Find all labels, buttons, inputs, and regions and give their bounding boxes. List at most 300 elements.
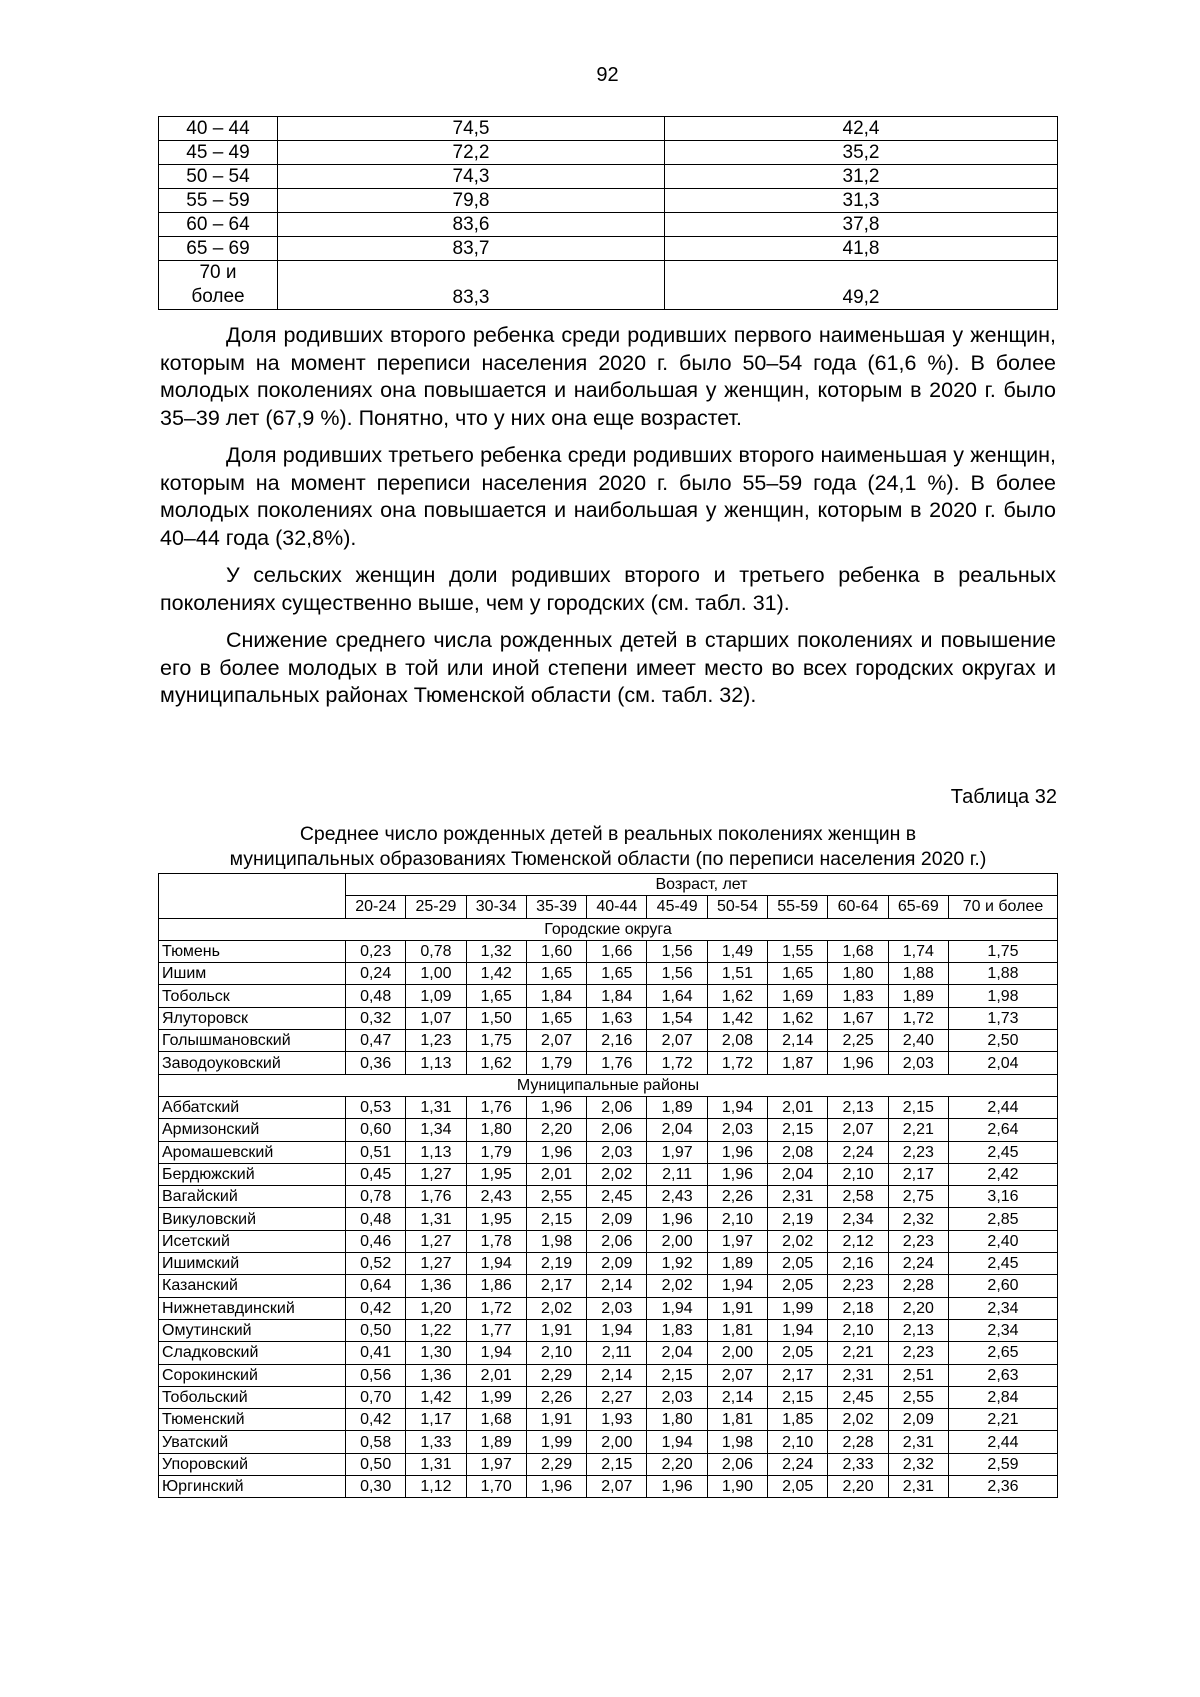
column-header: 20-24	[346, 896, 406, 918]
table-row	[159, 1342, 1058, 1364]
row-name: Омутинский	[159, 1319, 346, 1341]
table-cell: 60 – 64	[159, 213, 278, 237]
table-cell: 2,20	[647, 1453, 707, 1475]
table-cell: 0,51	[346, 1141, 406, 1163]
table-cell: 2,07	[828, 1119, 888, 1141]
table-cell: 31,2	[665, 165, 1058, 189]
table-cell: 1,88	[949, 963, 1058, 985]
table-row	[159, 1453, 1058, 1475]
table-cell: 2,14	[768, 1030, 828, 1052]
table-cell: 2,09	[587, 1253, 647, 1275]
table-row	[159, 189, 1058, 213]
table-cell: 2,27	[587, 1386, 647, 1408]
table-cell: 0,56	[346, 1364, 406, 1386]
table-cell: 2,60	[949, 1275, 1058, 1297]
table-cell: 1,65	[466, 985, 526, 1007]
table-cell: 2,14	[707, 1386, 767, 1408]
table-cell: 2,07	[526, 1030, 586, 1052]
table-cell: 1,87	[768, 1052, 828, 1074]
table-cell: 2,26	[526, 1386, 586, 1408]
table-row	[159, 940, 1058, 962]
table-cell: 2,07	[587, 1476, 647, 1498]
table-row	[159, 1297, 1058, 1319]
table-cell: 1,65	[526, 1007, 586, 1029]
table-cell: 2,51	[888, 1364, 948, 1386]
table-cell: 1,83	[647, 1319, 707, 1341]
table-row	[159, 1141, 1058, 1163]
table-cell: 1,84	[526, 985, 586, 1007]
table-cell: 3,16	[949, 1186, 1058, 1208]
row-name: Вагайский	[159, 1186, 346, 1208]
table-cell: 1,67	[828, 1007, 888, 1029]
table-cell: 0,42	[346, 1297, 406, 1319]
table-cell: 2,24	[768, 1453, 828, 1475]
table-cell: 2,19	[768, 1208, 828, 1230]
table-cell: 1,62	[768, 1007, 828, 1029]
table-cell: 1,27	[406, 1230, 466, 1252]
table-cell: 2,17	[768, 1364, 828, 1386]
table-cell: 1,27	[406, 1163, 466, 1185]
table-cell: 1,70	[466, 1476, 526, 1498]
table-row	[159, 1030, 1058, 1052]
table-cell: 2,31	[888, 1476, 948, 1498]
table-cell: 1,93	[587, 1409, 647, 1431]
table-cell: 1,09	[406, 985, 466, 1007]
table-cell: 2,55	[526, 1186, 586, 1208]
table-row	[159, 237, 1058, 261]
cell-line: 70 и	[199, 262, 237, 283]
table-row	[159, 141, 1058, 165]
table-cell: 49,2	[665, 261, 1058, 310]
table-cell: 1,84	[587, 985, 647, 1007]
table-cell: 2,05	[768, 1275, 828, 1297]
table-cell: 2,26	[707, 1186, 767, 1208]
table-cell: 2,45	[949, 1141, 1058, 1163]
table-cell: 2,09	[888, 1409, 948, 1431]
table-label: Таблица 32	[950, 786, 1057, 808]
row-name: Викуловский	[159, 1208, 346, 1230]
table-cell: 2,45	[828, 1386, 888, 1408]
table-title	[158, 822, 1058, 872]
row-name: Заводоуковский	[159, 1052, 346, 1074]
row-name: Голышмановский	[159, 1030, 346, 1052]
table-cell: 1,96	[707, 1141, 767, 1163]
table-row	[159, 1253, 1058, 1275]
table-cell: 1,56	[647, 940, 707, 962]
age-header: Возраст, лет	[346, 874, 1058, 896]
table-cell: 2,17	[888, 1163, 948, 1185]
table-cell: 2,03	[647, 1386, 707, 1408]
table-cell: 2,31	[828, 1364, 888, 1386]
table-cell: 2,03	[707, 1119, 767, 1141]
table-cell: 0,50	[346, 1319, 406, 1341]
table-cell: 1,42	[707, 1007, 767, 1029]
table-cell: 2,00	[587, 1431, 647, 1453]
table-cell: 1,99	[526, 1431, 586, 1453]
table-cell: 2,04	[768, 1163, 828, 1185]
table-cell: 1,13	[406, 1052, 466, 1074]
table-cell: 1,96	[828, 1052, 888, 1074]
table-cell: 1,23	[406, 1030, 466, 1052]
table-cell: 2,16	[587, 1030, 647, 1052]
row-name: Уватский	[159, 1431, 346, 1453]
table-cell: 37,8	[665, 213, 1058, 237]
table-cell: 1,17	[406, 1409, 466, 1431]
table-cell: 1,20	[406, 1297, 466, 1319]
table-cell: 0,23	[346, 940, 406, 962]
column-header: 55-59	[768, 896, 828, 918]
column-header: 70 и более	[949, 896, 1058, 918]
table-cell: 1,96	[647, 1208, 707, 1230]
table-row	[159, 1230, 1058, 1252]
table-cell: 2,45	[949, 1253, 1058, 1275]
table-title-line: Среднее число рожденных детей в реальных поколениях женщин в	[299, 823, 917, 845]
column-header: 45-49	[647, 896, 707, 918]
table-cell: 2,65	[949, 1342, 1058, 1364]
table-cell: 1,97	[647, 1141, 707, 1163]
table-cell: 1,36	[406, 1275, 466, 1297]
table-cell: 1,56	[647, 963, 707, 985]
table-cell: 1,89	[647, 1096, 707, 1118]
row-name: Бердюжский	[159, 1163, 346, 1185]
table-cell: 0,58	[346, 1431, 406, 1453]
table-cell: 1,75	[466, 1030, 526, 1052]
table-cell: 2,01	[466, 1364, 526, 1386]
table-cell: 1,81	[707, 1409, 767, 1431]
table-cell: 2,03	[587, 1141, 647, 1163]
table-cell: 1,34	[406, 1119, 466, 1141]
table-cell: 74,5	[278, 117, 665, 141]
table-row	[159, 1163, 1058, 1185]
table-cell: 2,40	[949, 1230, 1058, 1252]
table-cell: 2,06	[587, 1096, 647, 1118]
table-cell: 1,27	[406, 1253, 466, 1275]
table-cell: 2,36	[949, 1476, 1058, 1498]
table-cell: 1,60	[526, 940, 586, 962]
table-cell: 83,6	[278, 213, 665, 237]
table-cell: 0,53	[346, 1096, 406, 1118]
table-cell: 1,30	[406, 1342, 466, 1364]
table-cell: 35,2	[665, 141, 1058, 165]
table-cell: 1,79	[466, 1141, 526, 1163]
table-cell: 1,94	[707, 1096, 767, 1118]
table-cell: 2,24	[888, 1253, 948, 1275]
table-cell: 2,25	[828, 1030, 888, 1052]
table-cell: 1,49	[707, 940, 767, 962]
table-cell: 1,65	[768, 963, 828, 985]
table-cell: 2,23	[888, 1342, 948, 1364]
table-cell: 2,10	[526, 1342, 586, 1364]
table-cell: 1,66	[587, 940, 647, 962]
table-cell: 1,42	[466, 963, 526, 985]
table-cell: 1,72	[888, 1007, 948, 1029]
table-cell: 2,15	[768, 1386, 828, 1408]
table-cell: 2,06	[587, 1230, 647, 1252]
table-row	[159, 1476, 1058, 1498]
table-cell: 1,13	[406, 1141, 466, 1163]
table-cell: 2,15	[768, 1119, 828, 1141]
table-cell: 2,63	[949, 1364, 1058, 1386]
table-row	[159, 213, 1058, 237]
table-cell: 2,03	[888, 1052, 948, 1074]
table-cell: 2,10	[828, 1163, 888, 1185]
table-cell: 2,21	[828, 1342, 888, 1364]
row-name: Ялуторовск	[159, 1007, 346, 1029]
table-cell: 1,72	[466, 1297, 526, 1319]
row-name: Аббатский	[159, 1096, 346, 1118]
paragraph: Доля родивших второго ребенка среди родивших первого наименьшая у женщин, которым на момент переписи населения 2020 г. было 50–54 года (61,6 %). В более молодых поколениях она повышается и наибольшая у женщин, которым в 2020 г. было 35–39 лет (67,9 %). Понятно, что у них она еще возрастет.	[160, 323, 1056, 430]
table-cell: 0,41	[346, 1342, 406, 1364]
table-cell: 0,32	[346, 1007, 406, 1029]
table-cell: 1,12	[406, 1476, 466, 1498]
table-cell: 2,33	[828, 1453, 888, 1475]
table-row	[159, 1186, 1058, 1208]
table-row	[159, 1364, 1058, 1386]
table-cell: 0,48	[346, 985, 406, 1007]
table-cell: 2,58	[828, 1186, 888, 1208]
table-cell: 1,32	[466, 940, 526, 962]
table-cell: 1,95	[466, 1208, 526, 1230]
table-row	[159, 1409, 1058, 1431]
table-cell: 2,29	[526, 1453, 586, 1475]
table-cell: 55 – 59	[159, 189, 278, 213]
table-cell: 1,96	[526, 1141, 586, 1163]
table-cell: 1,96	[526, 1476, 586, 1498]
row-name: Сладковский	[159, 1342, 346, 1364]
table-cell: 2,24	[828, 1141, 888, 1163]
table-cell: 1,96	[526, 1096, 586, 1118]
table-cell: 2,02	[587, 1163, 647, 1185]
table-cell: 1,94	[647, 1297, 707, 1319]
table-cell: 1,80	[828, 963, 888, 985]
table-cell: 1,94	[466, 1342, 526, 1364]
table-cell: 1,31	[406, 1096, 466, 1118]
table-cell: 2,17	[526, 1275, 586, 1297]
table-cell: 2,13	[888, 1319, 948, 1341]
table-cell: 1,94	[707, 1275, 767, 1297]
table-cell: 2,09	[587, 1208, 647, 1230]
table-cell: 2,08	[707, 1030, 767, 1052]
table-row	[159, 1208, 1058, 1230]
table-cell: 0,30	[346, 1476, 406, 1498]
table-cell: 1,31	[406, 1453, 466, 1475]
column-header: 60-64	[828, 896, 888, 918]
table-cell: 1,76	[406, 1186, 466, 1208]
table-cell: 1,99	[466, 1386, 526, 1408]
table-cell: 2,43	[647, 1186, 707, 1208]
table-cell	[159, 261, 278, 310]
table-cell: 1,68	[466, 1409, 526, 1431]
row-name: Тюмень	[159, 940, 346, 962]
table-cell: 2,05	[768, 1342, 828, 1364]
table-cell: 1,99	[768, 1297, 828, 1319]
table-cell: 2,23	[888, 1141, 948, 1163]
table-cell: 0,48	[346, 1208, 406, 1230]
table-cell: 2,04	[647, 1119, 707, 1141]
table-cell: 0,70	[346, 1386, 406, 1408]
table-cell: 1,50	[466, 1007, 526, 1029]
column-header: 35-39	[526, 896, 586, 918]
table-cell: 2,06	[587, 1119, 647, 1141]
table-cell: 1,85	[768, 1409, 828, 1431]
page-number: 92	[596, 64, 619, 86]
row-name: Упоровский	[159, 1453, 346, 1475]
table-cell: 2,05	[768, 1253, 828, 1275]
table-cell: 2,15	[888, 1096, 948, 1118]
table-cell: 1,22	[406, 1319, 466, 1341]
table-cell: 1,98	[949, 985, 1058, 1007]
table-row	[159, 1007, 1058, 1029]
table-cell: 0,64	[346, 1275, 406, 1297]
table-cell: 1,81	[707, 1319, 767, 1341]
table-cell: 2,05	[768, 1476, 828, 1498]
table-cell: 1,86	[466, 1275, 526, 1297]
table-cell: 2,34	[949, 1319, 1058, 1341]
table-cell: 41,8	[665, 237, 1058, 261]
table-cell: 1,94	[647, 1431, 707, 1453]
section-title: Городские округа	[159, 918, 1058, 940]
table-cell: 2,34	[949, 1297, 1058, 1319]
table-cell: 45 – 49	[159, 141, 278, 165]
table-cell: 79,8	[278, 189, 665, 213]
table-cell: 2,07	[647, 1030, 707, 1052]
table-cell: 0,42	[346, 1409, 406, 1431]
table-row	[159, 1119, 1058, 1141]
table-cell: 2,59	[949, 1453, 1058, 1475]
table-cell: 1,65	[526, 963, 586, 985]
table-row	[159, 1386, 1058, 1408]
table-cell: 2,06	[707, 1453, 767, 1475]
table-cell: 42,4	[665, 117, 1058, 141]
table-cell: 0,45	[346, 1163, 406, 1185]
table-row	[159, 985, 1058, 1007]
table-cell: 50 – 54	[159, 165, 278, 189]
header-row	[159, 874, 1058, 896]
table-cell: 1,36	[406, 1364, 466, 1386]
table-cell: 1,88	[888, 963, 948, 985]
table-cell: 1,33	[406, 1431, 466, 1453]
table-cell: 1,00	[406, 963, 466, 985]
table-cell: 2,31	[888, 1431, 948, 1453]
table-cell: 1,91	[526, 1319, 586, 1341]
table-cell: 1,89	[707, 1253, 767, 1275]
table-cell: 1,68	[828, 940, 888, 962]
table-cell: 1,72	[707, 1052, 767, 1074]
row-name: Армизонский	[159, 1119, 346, 1141]
column-header: 65-69	[888, 896, 948, 918]
table-cell: 2,15	[647, 1364, 707, 1386]
table-cell: 1,97	[707, 1230, 767, 1252]
table-cell: 2,42	[949, 1163, 1058, 1185]
table-cell: 2,00	[707, 1342, 767, 1364]
table-cell: 2,20	[828, 1476, 888, 1498]
table-cell: 2,00	[647, 1230, 707, 1252]
paragraph: У сельских женщин доли родивших второго и третьего ребенка в реальных поколениях существенно выше, чем у городских (см. табл. 31).	[160, 563, 1056, 615]
row-name: Казанский	[159, 1275, 346, 1297]
table-row	[159, 261, 1058, 310]
column-header: 40-44	[587, 896, 647, 918]
table-cell: 0,24	[346, 963, 406, 985]
table-cell: 2,23	[828, 1275, 888, 1297]
row-name: Исетский	[159, 1230, 346, 1252]
row-name: Тобольск	[159, 985, 346, 1007]
table-cell: 40 – 44	[159, 117, 278, 141]
table-cell: 1,31	[406, 1208, 466, 1230]
table-cell: 2,11	[587, 1342, 647, 1364]
paragraph: Доля родивших третьего ребенка среди родивших второго наименьшая у женщин, которым на момент переписи населения 2020 г. было 55–59 года (24,1 %). В более молодых поколениях она повышается и наибольшая у женщин, которым в 2020 г. было 40–44 года (32,8%).	[160, 443, 1056, 550]
table-cell: 0,78	[406, 940, 466, 962]
table-cell: 2,10	[768, 1431, 828, 1453]
table-cell: 0,52	[346, 1253, 406, 1275]
table-cell: 2,19	[526, 1253, 586, 1275]
table-row	[159, 165, 1058, 189]
table-32	[158, 873, 1058, 1498]
table-cell: 2,34	[828, 1208, 888, 1230]
table-row	[159, 1096, 1058, 1118]
table-cell: 2,11	[647, 1163, 707, 1185]
table-cell: 2,28	[828, 1431, 888, 1453]
table-cell: 1,92	[647, 1253, 707, 1275]
column-header: 50-54	[707, 896, 767, 918]
table-cell: 1,76	[587, 1052, 647, 1074]
table-cell: 2,07	[707, 1364, 767, 1386]
table-cell: 0,78	[346, 1186, 406, 1208]
table-cell: 1,94	[587, 1319, 647, 1341]
table-cell: 1,89	[466, 1431, 526, 1453]
table-cell: 2,31	[768, 1186, 828, 1208]
table-row	[159, 117, 1058, 141]
table-cell: 2,43	[466, 1186, 526, 1208]
table-cell: 1,65	[587, 963, 647, 985]
table-cell: 2,02	[828, 1409, 888, 1431]
column-header: 30-34	[466, 896, 526, 918]
table-cell: 2,84	[949, 1386, 1058, 1408]
table-cell: 0,47	[346, 1030, 406, 1052]
table-cell: 1,54	[647, 1007, 707, 1029]
table-cell: 1,77	[466, 1319, 526, 1341]
table-cell: 1,73	[949, 1007, 1058, 1029]
table-cell: 1,42	[406, 1386, 466, 1408]
table-cell: 1,07	[406, 1007, 466, 1029]
table-cell: 2,14	[587, 1275, 647, 1297]
table-cell: 2,02	[647, 1275, 707, 1297]
table-cell: 1,83	[828, 985, 888, 1007]
table-cell: 2,21	[949, 1409, 1058, 1431]
table-cell: 0,46	[346, 1230, 406, 1252]
column-header: 25-29	[406, 896, 466, 918]
table-cell: 65 – 69	[159, 237, 278, 261]
table-cell: 1,72	[647, 1052, 707, 1074]
table-cell: 2,20	[888, 1297, 948, 1319]
table-cell: 2,03	[587, 1297, 647, 1319]
table-cell: 2,02	[526, 1297, 586, 1319]
table-cell: 2,44	[949, 1431, 1058, 1453]
table-cell: 2,32	[888, 1453, 948, 1475]
table-cell: 1,97	[466, 1453, 526, 1475]
table-cell: 1,62	[466, 1052, 526, 1074]
row-name: Ишим	[159, 963, 346, 985]
row-name: Ишимский	[159, 1253, 346, 1275]
table-cell: 2,40	[888, 1030, 948, 1052]
table-cell: 2,15	[587, 1453, 647, 1475]
table-row	[159, 1052, 1058, 1074]
paragraph: Снижение среднего числа рожденных детей в старших поколениях и повышение его в более молодых в той или иной степени имеет место во всех городских округах и муниципальных районах Тюменской области (см. табл. 32).	[160, 628, 1056, 707]
table-cell: 1,74	[888, 940, 948, 962]
table-title-line: муниципальных образованиях Тюменской области (по переписи населения 2020 г.)	[229, 848, 987, 870]
table-cell: 2,01	[526, 1163, 586, 1185]
table-cell: 1,90	[707, 1476, 767, 1498]
table-cell: 1,95	[466, 1163, 526, 1185]
